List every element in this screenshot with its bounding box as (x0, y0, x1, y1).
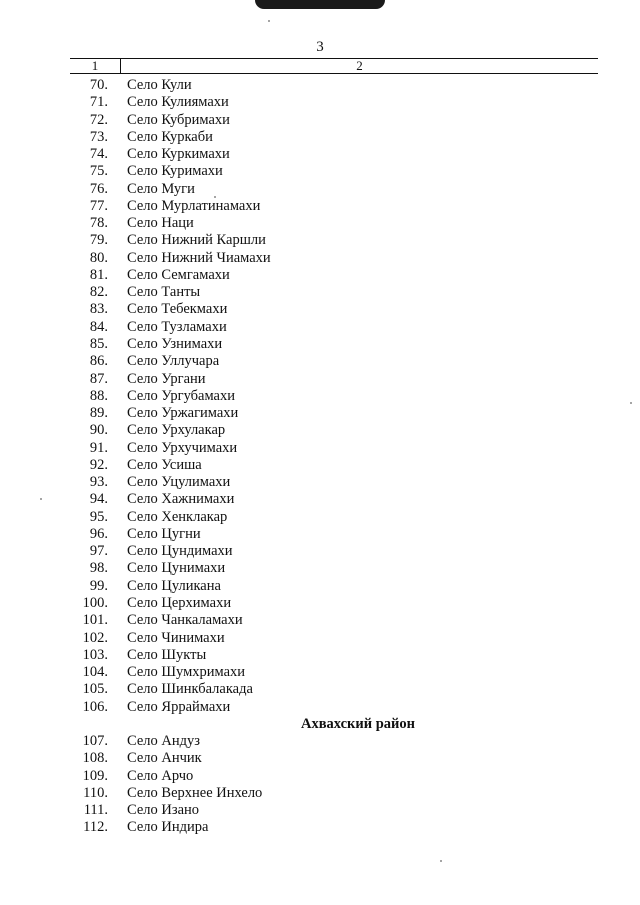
table-row (0, 802, 640, 819)
table-row (0, 267, 640, 284)
table-row (0, 681, 640, 698)
table-row (0, 750, 640, 767)
settlement-name: Село Анчик (127, 750, 202, 767)
settlement-name: Село Нижний Чиамахи (127, 249, 271, 266)
row-number: 111. (83, 802, 108, 819)
column-header-name: 2 (356, 58, 363, 73)
row-number: 76. (89, 180, 108, 197)
settlement-name: Село Кубримахи (127, 111, 230, 128)
row-number: 81. (89, 266, 108, 283)
row-number: 87. (89, 370, 108, 387)
scan-speck (440, 860, 442, 862)
row-number: 82. (89, 284, 108, 301)
row-number: 74. (89, 146, 108, 163)
row-number: 96. (89, 525, 108, 542)
table-row (0, 181, 640, 198)
row-number: 104. (82, 664, 108, 681)
row-number: 70. (89, 77, 108, 93)
table-row (0, 129, 640, 146)
settlement-name: Село Цугни (127, 525, 201, 542)
table-row (0, 215, 640, 232)
table-row (0, 388, 640, 405)
settlement-name: Село Шумхримахи (127, 664, 246, 681)
settlement-name: Село Семгамахи (127, 266, 230, 283)
row-number: 80. (89, 249, 108, 266)
table-row (0, 353, 640, 370)
table-row (0, 509, 640, 526)
table-row (0, 491, 640, 508)
settlement-name: Село Уржагимахи (127, 405, 239, 422)
row-number: 110. (83, 784, 108, 801)
row-number: 77. (89, 197, 108, 214)
settlement-list (0, 77, 640, 837)
settlement-name: Село Чанкаламахи (127, 612, 243, 629)
table-row (0, 77, 640, 94)
settlement-name: Село Уллучара (127, 353, 220, 370)
row-number: 106. (82, 698, 108, 715)
settlement-name: Село Хажнимахи (127, 491, 235, 508)
row-number: 108. (82, 750, 108, 767)
settlement-name: Село Куримахи (127, 163, 223, 180)
table-row (0, 612, 640, 629)
table-row (0, 699, 640, 716)
table-row (0, 301, 640, 318)
settlement-name: Село Кулиямахи (127, 94, 229, 111)
table-row (0, 630, 640, 647)
row-number: 97. (89, 543, 108, 560)
scan-speck (268, 20, 270, 22)
settlement-name: Село Цунимахи (127, 560, 226, 577)
row-number: 78. (89, 215, 108, 232)
scan-speck (630, 402, 632, 404)
table-row (0, 94, 640, 111)
settlement-name: Село Тузламахи (127, 318, 227, 335)
table-row (0, 405, 640, 422)
row-number: 71. (89, 94, 108, 111)
settlement-name: Село Муги (127, 180, 195, 197)
row-number: 95. (89, 508, 108, 525)
table-row (0, 284, 640, 301)
row-number: 102. (82, 629, 108, 646)
table-row (0, 250, 640, 267)
row-number: 75. (89, 163, 108, 180)
row-number: 103. (82, 646, 108, 663)
table-row (0, 768, 640, 785)
table-row (0, 371, 640, 388)
row-number: 83. (89, 301, 108, 318)
table-row (0, 578, 640, 595)
settlement-name: Село Кули (127, 77, 192, 93)
table-row (0, 560, 640, 577)
table-row (0, 474, 640, 491)
settlement-name: Село Чинимахи (127, 629, 225, 646)
row-number: 84. (89, 318, 108, 335)
settlement-name: Село Верхнее Инхело (127, 784, 263, 801)
row-number: 99. (89, 577, 108, 594)
settlement-name: Село Церхимахи (127, 594, 232, 611)
settlement-name: Село Ярраймахи (127, 698, 231, 715)
scan-speck (214, 196, 216, 198)
row-number: 86. (89, 353, 108, 370)
settlement-name: Село Нижний Каршли (127, 232, 266, 249)
settlement-name: Село Хенклакар (127, 508, 228, 525)
table-row (0, 440, 640, 457)
row-number: 112. (83, 819, 108, 836)
table-row (0, 319, 640, 336)
table-row (0, 733, 640, 750)
table-header (70, 58, 598, 74)
settlement-name: Село Наци (127, 215, 194, 232)
row-number: 90. (89, 422, 108, 439)
row-number: 92. (89, 456, 108, 473)
table-row (0, 422, 640, 439)
settlement-name: Село Мурлатинамахи (127, 197, 261, 214)
table-row (0, 647, 640, 664)
settlement-name: Село Изано (127, 802, 200, 819)
row-number: 85. (89, 335, 108, 352)
district-heading: Ахвахский район (300, 715, 416, 732)
page-number: 3 (316, 39, 324, 55)
settlement-name: Село Узнимахи (127, 335, 223, 352)
table-row (0, 336, 640, 353)
settlement-name: Село Ургубамахи (127, 387, 235, 404)
row-number: 98. (89, 560, 108, 577)
table-row (0, 163, 640, 180)
row-number: 79. (89, 232, 108, 249)
row-number: 91. (89, 439, 108, 456)
settlement-name: Село Цуликана (127, 577, 221, 594)
settlement-name: Село Урхулакар (127, 422, 226, 439)
settlement-name: Село Цундимахи (127, 543, 233, 560)
table-row (0, 664, 640, 681)
row-number: 89. (89, 405, 108, 422)
table-row (0, 112, 640, 129)
row-number: 73. (89, 128, 108, 145)
row-number: 107. (82, 733, 108, 750)
table-row (0, 232, 640, 249)
settlement-name: Село Индира (127, 819, 209, 836)
scan-speck (40, 498, 42, 500)
settlement-name: Село Уцулимахи (127, 474, 231, 491)
column-header-number: 1 (91, 58, 99, 73)
settlement-name: Село Шукты (127, 646, 207, 663)
settlement-name: Село Андуз (127, 733, 200, 750)
row-number: 105. (82, 681, 108, 698)
scan-artifact (255, 0, 385, 9)
row-number: 109. (82, 767, 108, 784)
table-row (0, 457, 640, 474)
settlement-name: Село Шинкбалакада (127, 681, 253, 698)
table-row (0, 595, 640, 612)
row-number: 94. (89, 491, 108, 508)
settlement-name: Село Ургани (127, 370, 206, 387)
row-number: 88. (89, 387, 108, 404)
table-row (0, 543, 640, 560)
table-row (0, 819, 640, 836)
settlement-name: Село Урхучимахи (127, 439, 238, 456)
settlement-name: Село Куркаби (127, 128, 213, 145)
table-row (0, 198, 640, 215)
settlement-name: Село Танты (127, 284, 201, 301)
table-row (0, 526, 640, 543)
settlement-name: Село Арчо (127, 767, 194, 784)
settlement-name: Село Тебекмахи (127, 301, 228, 318)
row-number: 100. (82, 594, 108, 611)
settlement-name: Село Усиша (127, 456, 202, 473)
settlement-name: Село Куркимахи (127, 146, 230, 163)
row-number: 72. (89, 111, 108, 128)
row-number: 93. (89, 474, 108, 491)
row-number: 101. (82, 612, 108, 629)
table-row (0, 785, 640, 802)
table-row (0, 146, 640, 163)
